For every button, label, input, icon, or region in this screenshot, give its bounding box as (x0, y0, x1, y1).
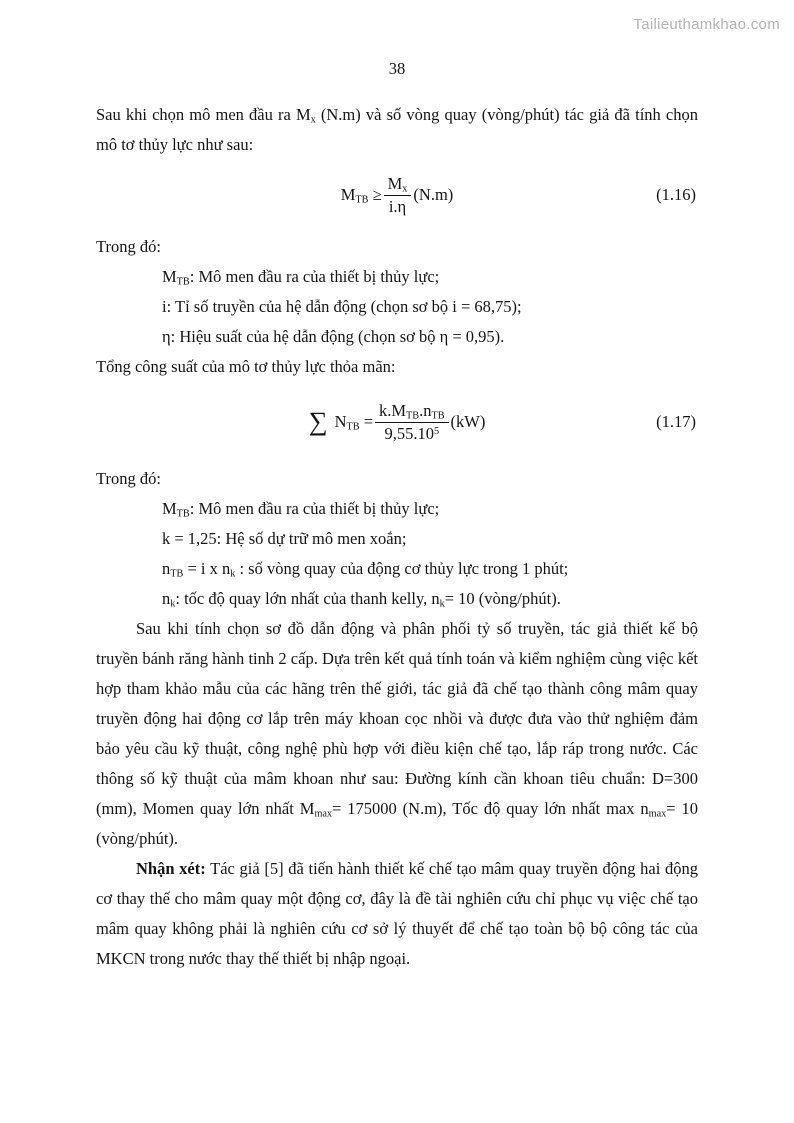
paragraph-design: Sau khi tính chọn sơ đồ dẫn động và phân phối tỷ số truyền, tác giả thiết kế bộ truyền bánh răng hành tinh 2 cấp. Dựa trên kết quả tính toán và kiểm nghiệm cùng việc kết hợp tham khảo mẫu của các hãng trên thế giới, tác giả đã chế tạo thành công mâm quay truyền động hai động cơ lắp trên máy khoan cọc nhồi và được đưa vào thử nghiệm đảm bảo yêu cầu kỹ thuật, công nghệ phù hợp với điều kiện chế tạo, lắp ráp trong nước. Các thông số kỹ thuật của mâm khoan như sau: Đường kính cần khoan tiêu chuẩn: D=300 (mm), Momen quay lớn nhất $M_{max}= 175000$ (N.m), Tốc độ quay lớn nhất $\max n_{max}= 10$ (vòng/phút). (96, 619, 698, 848)
equation-unit: (kW) (450, 412, 486, 432)
label-trong-do-2: Trong đó: (96, 469, 161, 488)
fraction (384, 174, 412, 217)
equation-unit: (N.m) (413, 185, 454, 205)
equation-lhs: ∑ $N_{TB}$ = (308, 406, 373, 437)
fraction-denominator: i.η (388, 196, 407, 216)
watermark: Tailieuthamkhao.com (633, 16, 780, 33)
definition-item: k = 1,25: Hệ số dự trữ mô men xoắn; (162, 529, 407, 548)
fraction-numerator: $k.M_{TB}.n_{TB}$ (375, 401, 449, 423)
equation-lhs: $M_{TB}$ ≥ (340, 185, 382, 206)
definition-item: $M_{TB}$: Mô men đầu ra của thiết bị thủy lực; (162, 499, 440, 520)
paragraph-tong-cong-suat: Tổng công suất của mô tơ thủy lực thỏa mãn: (96, 357, 396, 376)
definition-item: $n_k$: tốc độ quay lớn nhất của thanh kelly, $n_k= 10$ (vòng/phút). (162, 589, 561, 610)
label-trong-do-1: Trong đó: (96, 237, 161, 256)
fraction-denominator: 9,55.10$^5$ (384, 423, 440, 443)
paragraph-intro: Sau khi chọn mô men đầu ra $M_x$ (N.m) và số vòng quay (vòng/phút) tác giả đã tính chọn mô tơ thủy lực như sau: (96, 105, 698, 154)
equation-1-17 (96, 392, 698, 452)
equation-number: (1.16) (656, 185, 696, 204)
equation-1-16 (96, 168, 698, 222)
fraction (375, 401, 449, 444)
equation-body (309, 401, 486, 444)
paragraph-nhan-xet: Nhận xét: Tác giả [5] đã tiến hành thiết kế chế tạo mâm quay truyền động hai động cơ thay thế cho mâm quay một động cơ, đây là đề tài nghiên cứu chỉ phục vụ việc chế tạo mâm quay không phải là nghiên cứu cơ sở lý thuyết để chế tạo toàn bộ bộ công tác của MKCN trong nước thay thế thiết bị nhập ngoại. (96, 859, 698, 968)
equation-number: (1.17) (656, 412, 696, 431)
definition-item: $M_{TB}$: Mô men đầu ra của thiết bị thủy lực; (162, 267, 440, 288)
definition-item: $n_{TB} = i$ x $n_k$ : số vòng quay của động cơ thủy lực trong 1 phút; (162, 559, 569, 580)
definition-item: i: Tỉ số truyền của hệ dẫn động (chọn sơ bộ i = 68,75); (162, 297, 522, 316)
equation-body (341, 174, 454, 217)
definition-item: η: Hiệu suất của hệ dẫn động (chọn sơ bộ η = 0,95). (162, 327, 505, 346)
fraction-numerator: $M_x$ (384, 174, 412, 196)
page-number: 38 (388, 59, 406, 78)
